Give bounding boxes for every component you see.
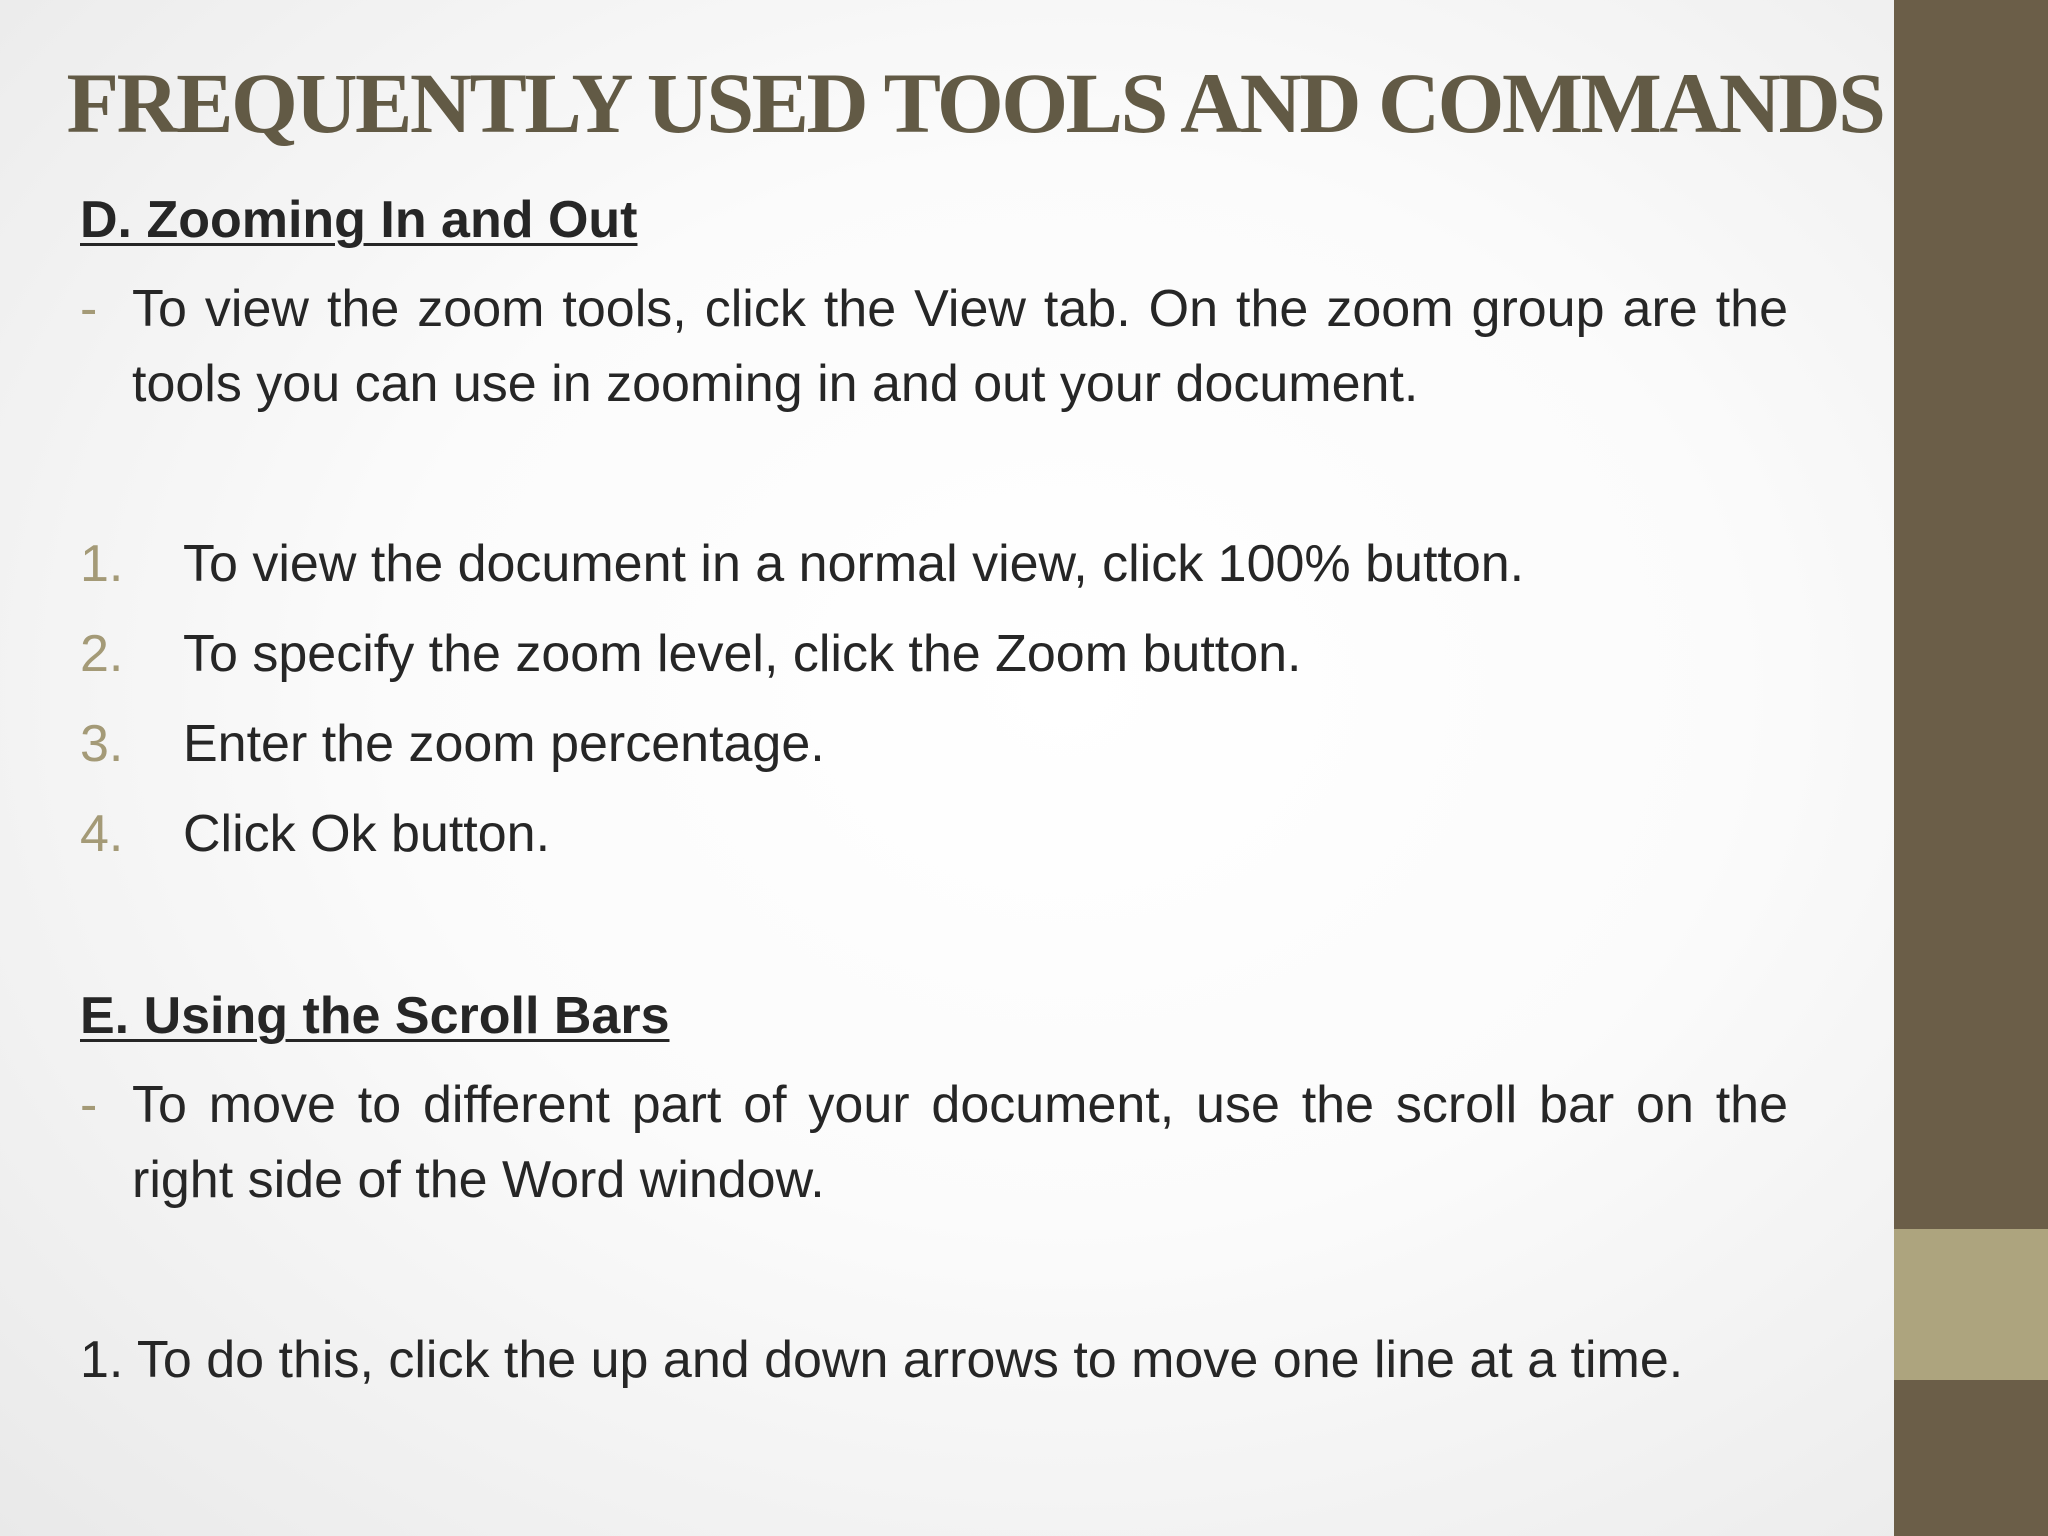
bullet-dash: -: [80, 1076, 98, 1134]
section-e-heading: E. Using the Scroll Bars: [80, 987, 670, 1045]
list-number: 4.: [80, 805, 124, 863]
list-item: [80, 797, 1788, 872]
section-d-heading: D. Zooming In and Out: [80, 191, 638, 249]
section-e-intro-text: To move to different part of your document, use the scroll bar on the right side of the Word window.: [132, 1076, 1788, 1209]
section-e-intro: [80, 1068, 1788, 1218]
sidebar-decoration-accent: [1894, 1229, 2048, 1380]
bullet-dash: -: [80, 280, 98, 338]
list-number: 1.: [80, 535, 124, 593]
list-text: Click Ok button.: [183, 805, 551, 863]
list-item: [80, 617, 1788, 692]
list-number: 2.: [80, 625, 124, 683]
section-d-intro-text: To view the zoom tools, click the View tab. On the zoom group are the tools you can use in zooming in and out your document.: [132, 280, 1788, 413]
list-text: To view the document in a normal view, click 100% button.: [183, 535, 1525, 593]
list-item: [80, 707, 1788, 782]
slide-title: FREQUENTLY USED TOOLS AND COMMANDS: [66, 55, 1884, 151]
list-item: [80, 527, 1788, 602]
list-text: Enter the zoom percentage.: [183, 715, 825, 773]
section-d-intro: [80, 272, 1788, 422]
list-number: 3.: [80, 715, 124, 773]
list-text: To specify the zoom level, click the Zoom button.: [183, 625, 1302, 683]
section-e-step: 1. To do this, click the up and down arrows to move one line at a time.: [80, 1331, 1684, 1389]
